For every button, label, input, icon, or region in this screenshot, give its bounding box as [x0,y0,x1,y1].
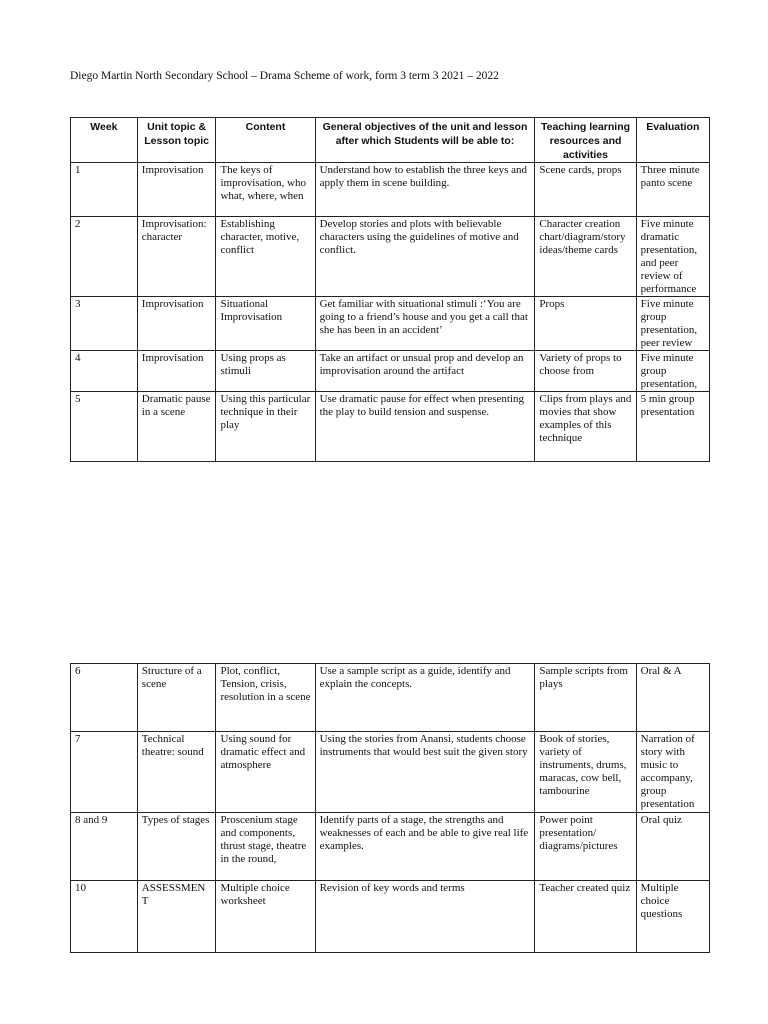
table-header-row [71,118,710,163]
cell-objectives: Identify parts of a stage, the strengths and weaknesses of each and be able to give real life examples. [315,813,535,881]
table-row [71,392,710,462]
cell-objectives: Using the stories from Anansi, students choose instruments that would best suit the given story [315,732,535,813]
cell-objectives: Use dramatic pause for effect when presenting the play to build tension and suspense. [315,392,535,462]
cell-resources: Power point presentation/ diagrams/pictures [535,813,636,881]
cell-unit-topic: Structure of a scene [137,664,216,732]
cell-week: 4 [71,351,138,392]
header-objectives: General objectives of the unit and lesson after which Students will be able to: [315,118,535,163]
cell-content: Proscenium stage and components, thrust stage, theatre in the round, [216,813,315,881]
header-resources: Teaching learning resources and activities [535,118,636,163]
cell-content: Plot, conflict, Tension, crisis, resolution in a scene [216,664,315,732]
cell-content: The keys of improvisation, who what, where, when [216,163,315,217]
cell-evaluation: Five minute dramatic presentation, and peer review of performance [636,217,709,297]
cell-resources: Scene cards, props [535,163,636,217]
table-row [71,664,710,732]
cell-week: 5 [71,392,138,462]
header-unit-topic: Unit topic & Lesson topic [137,118,216,163]
cell-unit-topic: Technical theatre: sound [137,732,216,813]
cell-resources: Teacher created quiz [535,881,636,953]
cell-resources: Clips from plays and movies that show examples of this technique [535,392,636,462]
header-evaluation: Evaluation [636,118,709,163]
cell-unit-topic: Improvisation [137,297,216,351]
cell-week: 10 [71,881,138,953]
table-row [71,163,710,217]
table-row [71,351,710,392]
document-title: Diego Martin North Secondary School – Drama Scheme of work, form 3 term 3 2021 – 2022 [70,70,499,82]
cell-unit-topic: Improvisation [137,163,216,217]
cell-evaluation: Five minute group presentation, [636,351,709,392]
cell-objectives: Develop stories and plots with believable characters using the guidelines of motive and conflict. [315,217,535,297]
cell-unit-topic: Dramatic pause in a scene [137,392,216,462]
table-row [71,297,710,351]
cell-week: 6 [71,664,138,732]
cell-evaluation: Oral quiz [636,813,709,881]
cell-objectives: Get familiar with situational stimuli :‘You are going to a friend’s house and you get a call that she has been in an accident’ [315,297,535,351]
cell-content: Using sound for dramatic effect and atmosphere [216,732,315,813]
cell-evaluation: Three minute panto scene [636,163,709,217]
cell-unit-topic: Improvisation: character [137,217,216,297]
cell-resources: Sample scripts from plays [535,664,636,732]
cell-week: 8 and 9 [71,813,138,881]
scheme-table-page-1 [70,117,710,462]
cell-resources: Book of stories, variety of instruments, drums, maracas, cow bell, tambourine [535,732,636,813]
cell-evaluation: 5 min group presentation [636,392,709,462]
cell-week: 2 [71,217,138,297]
header-content: Content [216,118,315,163]
cell-week: 7 [71,732,138,813]
cell-content: Using this particular technique in their play [216,392,315,462]
cell-objectives: Use a sample script as a guide, identify and explain the concepts. [315,664,535,732]
cell-unit-topic: ASSESSMEN T [137,881,216,953]
cell-week: 3 [71,297,138,351]
header-week: Week [71,118,138,163]
cell-resources: Character creation chart/diagram/story ideas/theme cards [535,217,636,297]
cell-evaluation: Multiple choice questions [636,881,709,953]
table-row [71,881,710,953]
cell-evaluation: Oral & A [636,664,709,732]
cell-resources: Variety of props to choose from [535,351,636,392]
cell-content: Using props as stimuli [216,351,315,392]
scheme-table-page-2 [70,663,710,953]
table-row [71,732,710,813]
cell-content: Multiple choice worksheet [216,881,315,953]
cell-week: 1 [71,163,138,217]
cell-unit-topic: Improvisation [137,351,216,392]
cell-unit-topic: Types of stages [137,813,216,881]
cell-resources: Props [535,297,636,351]
table-row [71,813,710,881]
cell-evaluation: Five minute group presentation, peer review [636,297,709,351]
cell-evaluation: Narration of story with music to accompany, group presentation [636,732,709,813]
cell-objectives: Take an artifact or unsual prop and develop an improvisation around the artifact [315,351,535,392]
cell-content: Establishing character, motive, conflict [216,217,315,297]
table-row [71,217,710,297]
cell-objectives: Understand how to establish the three keys and apply them in scene building. [315,163,535,217]
cell-content: Situational Improvisation [216,297,315,351]
cell-objectives: Revision of key words and terms [315,881,535,953]
